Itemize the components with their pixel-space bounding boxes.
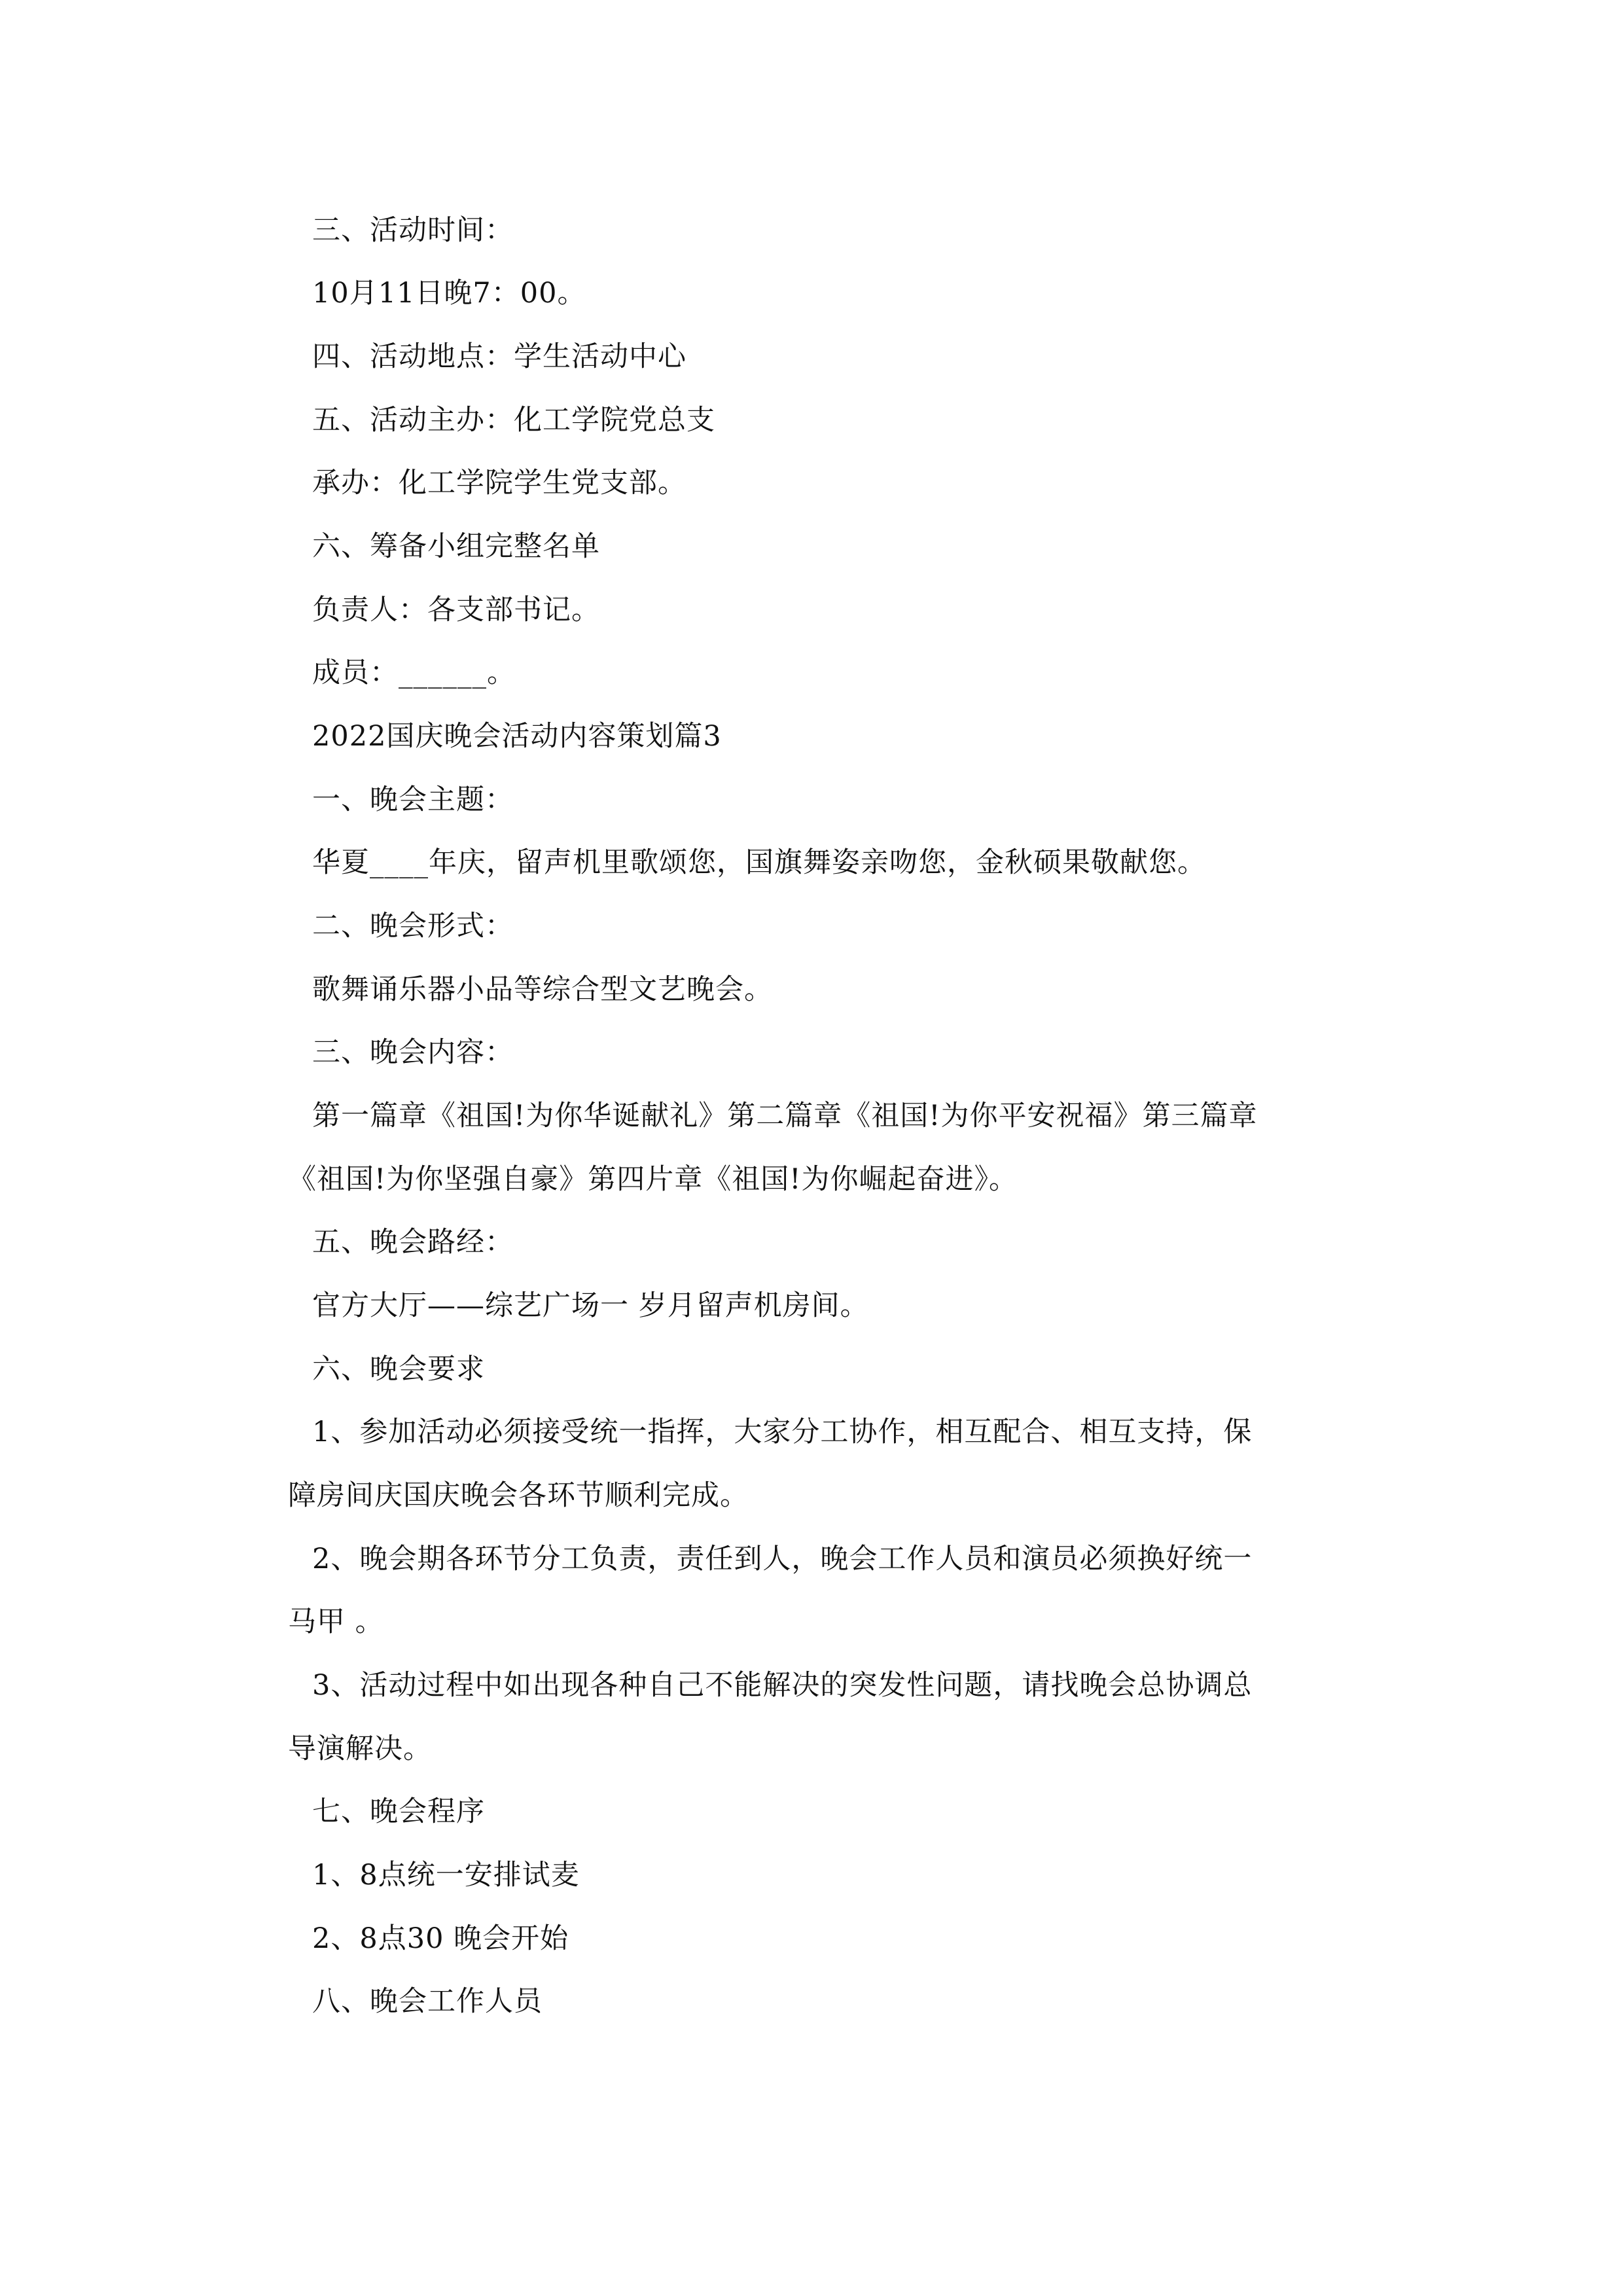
heading-gala-theme: 一、晚会主题： <box>312 783 514 816</box>
heading-activity-location: 四、活动地点：学生活动中心 <box>312 340 687 373</box>
paragraph-gala-theme: 华夏____年庆，留声机里歌颂您，国旗舞姿亲吻您，金秋硕果敬献您。 <box>312 846 1206 879</box>
paragraph-requirement-1-line-2: 障房间庆国庆晚会各环节顺利完成。 <box>288 1479 749 1512</box>
paragraph-program-item-2: 2、8点30 晚会开始 <box>312 1922 569 1955</box>
paragraph-requirement-2-line-1: 2、晚会期各环节分工负责，责任到人，晚会工作人员和演员必须换好统一 <box>312 1543 1253 1575</box>
paragraph-time-value: 10月11日晚7：00。 <box>312 277 586 310</box>
heading-activity-host: 五、活动主办：化工学院党总支 <box>312 404 715 437</box>
paragraph-requirement-3-line-1: 3、活动过程中如出现各种自己不能解决的突发性问题，请找晚会总协调总 <box>312 1669 1253 1702</box>
paragraph-gala-content-line-2: 《祖国!为你坚强自豪》第四片章《祖国!为你崛起奋进》。 <box>288 1163 1018 1196</box>
paragraph-gala-format: 歌舞诵乐器小品等综合型文艺晚会。 <box>312 973 773 1006</box>
paragraph-program-item-1: 1、8点统一安排试麦 <box>312 1859 580 1892</box>
paragraph-members: 成员：______。 <box>312 656 516 689</box>
heading-gala-route: 五、晚会路经： <box>312 1226 514 1259</box>
heading-activity-time: 三、活动时间： <box>312 214 514 247</box>
paragraph-gala-content-line-1: 第一篇章《祖国!为你华诞献礼》第二篇章《祖国!为你平安祝福》第三篇章 <box>312 1100 1258 1132</box>
section-title-part-3: 2022国庆晚会活动内容策划篇3 <box>312 720 722 753</box>
paragraph-organizer: 承办：化工学院学生党支部。 <box>312 467 687 499</box>
heading-gala-requirements: 六、晚会要求 <box>312 1353 485 1386</box>
paragraph-requirement-3-line-2: 导演解决。 <box>288 1732 432 1765</box>
heading-planning-group: 六、筹备小组完整名单 <box>312 530 600 563</box>
heading-gala-format: 二、晚会形式： <box>312 910 514 942</box>
paragraph-person-in-charge: 负责人：各支部书记。 <box>312 594 600 626</box>
heading-gala-staff: 八、晚会工作人员 <box>312 1985 543 2018</box>
paragraph-gala-route: 官方大厅——综艺广场一 岁月留声机房间。 <box>312 1289 869 1322</box>
heading-gala-program: 七、晚会程序 <box>312 1795 485 1828</box>
heading-gala-content: 三、晚会内容： <box>312 1036 514 1069</box>
paragraph-requirement-1-line-1: 1、参加活动必须接受统一指挥，大家分工协作，相互配合、相互支持，保 <box>312 1416 1253 1448</box>
paragraph-requirement-2-line-2: 马甲 。 <box>288 1605 384 1638</box>
